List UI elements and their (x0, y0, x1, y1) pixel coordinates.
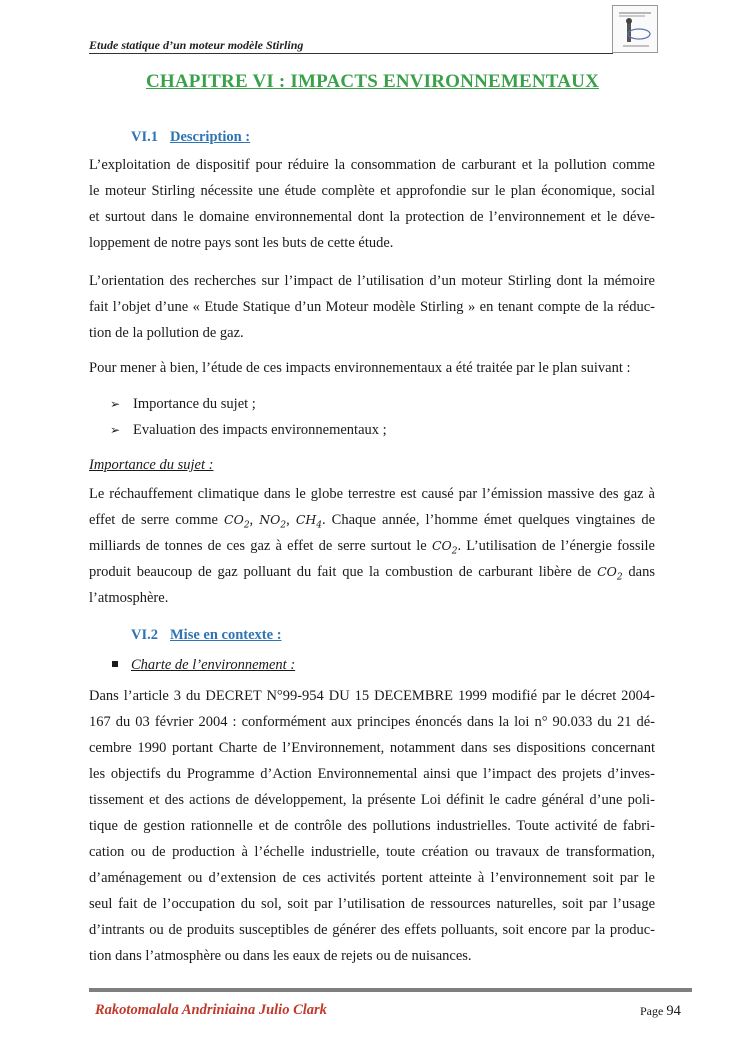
text-line: Le réchauffement climatique dans le globe terrestre est causé par l’émission massive des gaz à (89, 486, 655, 502)
text-line: cation ou de production à l’échelle industrielle, toute création ou travaux de transformation, (89, 844, 655, 860)
university-logo-icon (612, 5, 658, 53)
subheading-importance: Importance du sujet : (89, 457, 214, 473)
text-line: effet de serre comme $CO_2$, $NO_2$, $CH_4$. Chaque année, l’homme émet quelques vingtaines de (89, 512, 656, 531)
text-line: 167 du 03 février 2004 : conformément aux principes énoncés dans la loi n° 90.033 du 21 dé- (89, 714, 655, 730)
text-line: Dans l’article 3 du DECRET N°99-954 DU 15 DECEMBRE 1999 modifié par le décret 2004- (89, 688, 655, 704)
section-number: VI.2 (131, 627, 158, 643)
paragraph-importance (89, 481, 655, 611)
text-line: L’orientation des recherches sur l’impact de l’utilisation d’un moteur Stirling dont la mémoire (89, 273, 655, 289)
footer-author: Rakotomalala Andriniaina Julio Clark (95, 1002, 327, 1018)
formula-ch4: $CH_4$ (295, 512, 323, 531)
section-number: VI.1 (131, 129, 158, 145)
section-label: Description : (170, 129, 251, 145)
formula-co2: $CO_2$ (224, 512, 250, 531)
formula-co2: $CO_2$ (597, 564, 623, 583)
text-line: loppement de notre pays sont les buts de cette étude. (89, 235, 394, 251)
text-line: cembre 1990 portant Charte de l’Environnement, notamment dans ses dispositions concernant (89, 740, 655, 756)
text-line: l’atmosphère. (89, 590, 169, 606)
charte-heading (112, 657, 295, 674)
paragraph-orientation (89, 268, 655, 346)
text-line: le moteur Stirling nécessite une étude complète et approfondie sur le plan économique, social (89, 183, 655, 199)
plan-item-label: Evaluation des impacts environnementaux ; (133, 422, 387, 438)
formula-co2: $CO_2$ (431, 538, 458, 557)
section-label: Mise en contexte : (170, 627, 282, 643)
charte-heading-label: Charte de l’environnement : (131, 657, 296, 673)
text-line: tissement et des actions de développement, la présente Loi définit le cadre général d’une poli- (89, 792, 655, 808)
page-number (640, 1003, 681, 1020)
text-line: Pour mener à bien, l’étude de ces impacts environnementaux a été traitée par le plan suivant : (89, 360, 631, 376)
text-line: tique de gestion rationnelle et de contrôle des pollutions industrielles. Toute activité de fabri- (89, 818, 655, 834)
header-rule (89, 53, 613, 54)
text-line: L’exploitation de dispositif pour réduire la consommation de carburant et la pollution comme (89, 157, 655, 173)
header-title: Etude statique d’un moteur modèle Stirling (89, 38, 304, 52)
arrow-bullet-icon: ➢ (110, 423, 121, 437)
chapter-title: CHAPITRE VI : IMPACTS ENVIRONNEMENTAUX (145, 71, 600, 92)
arrow-bullet-icon: ➢ (110, 397, 121, 411)
text-line: et surtout dans le domaine environnemental dont la protection de l’environnement et le déve- (89, 209, 655, 225)
text-line: fait l’objet d’une « Etude Statique d’un Moteur modèle Stirling » en tenant compte de la réduc- (89, 299, 655, 315)
text-line: d’aménagement ou d’extension de ces activités portent atteinte à l’environnement soit par le (89, 870, 655, 886)
text-line: seul fait de l’occupation du sol, soit par l’utilisation de ressources naturelles, soit par l’usage (89, 896, 655, 912)
plan-item (110, 422, 387, 439)
text-line: tion dans l’atmosphère ou dans les eaux de rejets ou de nuisances. (89, 948, 472, 964)
formula-no2: $NO_2$ (259, 512, 287, 531)
paragraph-plan-intro (89, 355, 655, 381)
text-line: les objectifs du Programme d’Action Environnemental ainsi que l’impact des projets d’inves- (89, 766, 655, 782)
text-line: milliards de tonnes de ces gaz à effet de serre surtout le $CO_2$. L’utilisation de l’énergie fossile (89, 538, 655, 557)
paragraph-description (89, 152, 655, 256)
text-line: tion de la pollution de gaz. (89, 325, 244, 341)
page-number-value: 94 (666, 1003, 681, 1019)
section-heading-mise-en-contexte (131, 627, 282, 644)
page-label: Page (640, 1004, 664, 1018)
section-heading-description (131, 129, 250, 146)
plan-item-label: Importance du sujet ; (133, 396, 256, 412)
text-line: produit beaucoup de gaz polluant du fait que la combustion de carburant libère de $CO_2$ dans (89, 564, 655, 583)
square-bullet-icon (112, 661, 118, 667)
plan-item (110, 396, 256, 413)
paragraph-decret (89, 683, 655, 969)
text-line: d’intrants ou de produits susceptibles de générer des effets polluants, soit encore par la produc- (89, 922, 655, 938)
footer-rule (89, 988, 692, 992)
